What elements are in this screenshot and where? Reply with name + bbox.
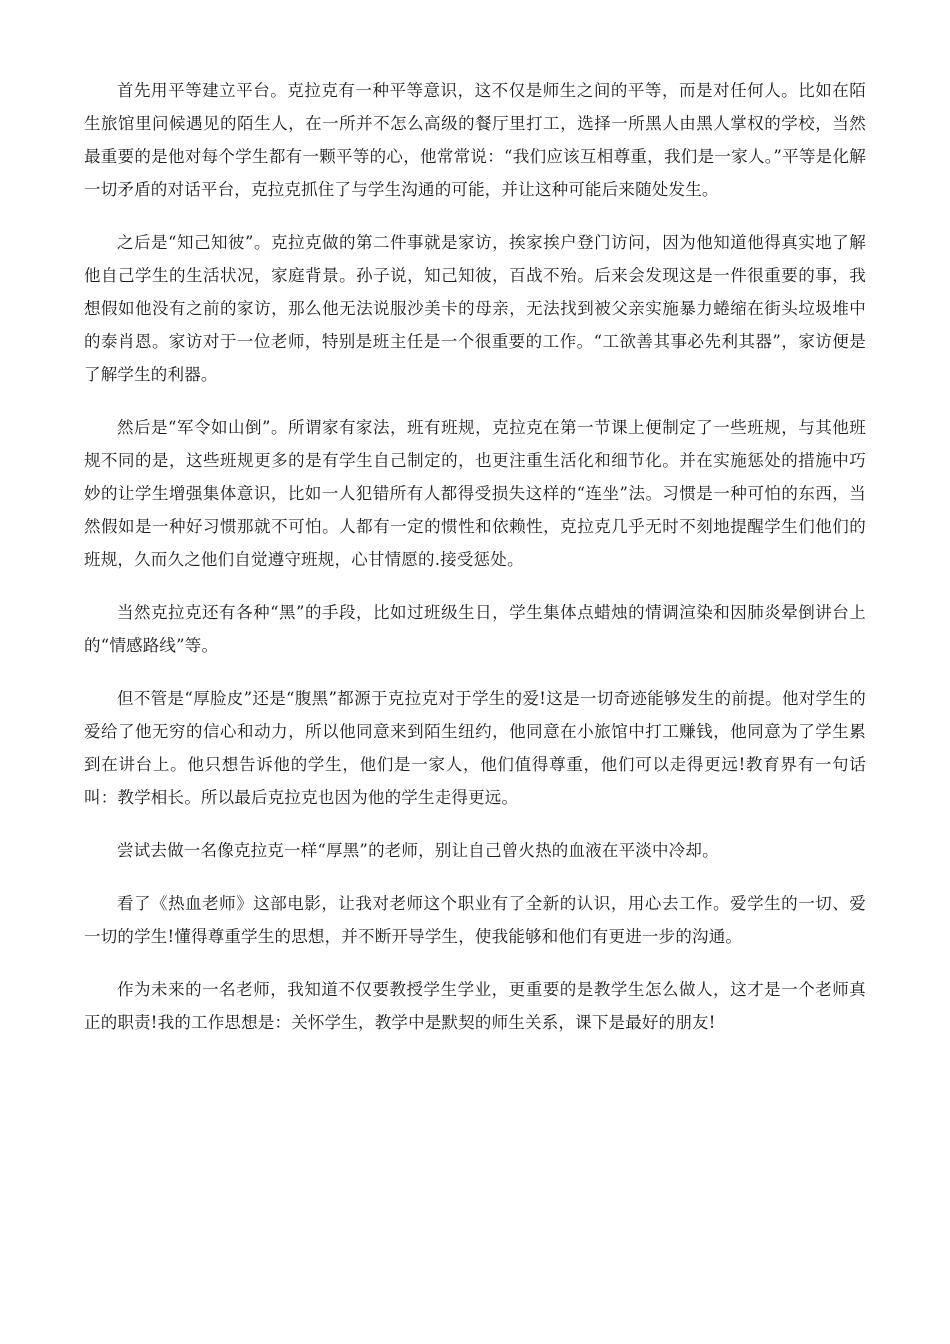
paragraph-love-for-students: 但不管是“厚脸皮”还是“腹黑”都源于克拉克对于学生的爱!这是一切奇迹能够发生的前提。他对学生的爱给了他无穷的信心和动力，所以他同意来到陌生纽约，他同意在小旅馆中打工赚钱，他同意为了学生累到在讲台上。他只想告诉他的学生，他们是一家人，他们值得尊重，他们可以走得更远!教育界有一句话叫：教学相长。所以最后克拉克也因为他的学生走得更远。 (84, 689, 866, 807)
paragraph-equality-platform: 首先用平等建立平台。克拉克有一种平等意识，这不仅是师生之间的平等，而是对任何人。比如在陌生旅馆里问候遇见的陌生人，在一所并不怎么高级的餐厅里打工，选择一所黑人由黑人掌权的学校，当然最重要的是他对每个学生都有一颗平等的心，他常常说：“我们应该互相尊重，我们是一家人。”平等是化解一切矛盾的对话平台，克拉克抓住了与学生沟通的可能，并让这种可能后来随处发生。 (84, 81, 866, 199)
paragraph-future-teacher: 作为未来的一名老师，我知道不仅要教授学生学业，更重要的是教学生怎么做人，这才是一个老师真正的职责!我的工作思想是：关怀学生，教学中是默契的师生关系，课下是最好的朋友! (84, 980, 866, 1032)
paragraph-class-rules: 然后是“军令如山倒”。所谓家有家法，班有班规，克拉克在第一节课上便制定了一些班规，与其他班规不同的是，这些班规更多的是有学生自己制定的，也更注重生活化和细节化。并在实施惩处的措施中巧妙的让学生增强集体意识，比如一人犯错所有人都得受损失这样的“连坐”法。习惯是一种可怕的东西，当然假如是一种好习惯那就不可怕。人都有一定的惯性和依赖性，克拉克几乎无时不刻地提醒学生们他们的班规，久而久之他们自觉遵守班规，心甘情愿的.接受惩处。 (84, 418, 866, 569)
paragraph-black-methods: 当然克拉克还有各种“黑”的手段，比如过班级生日，学生集体点蜡烛的情调渲染和因肺炎晕倒讲台上的“情感路线”等。 (84, 603, 866, 655)
paragraph-after-movie: 看了《热血老师》这部电影，让我对老师这个职业有了全新的认识，用心去工作。爱学生的一切、爱一切的学生!懂得尊重学生的思想，并不断开导学生，使我能够和他们有更进一步的沟通。 (84, 894, 866, 946)
document-body (84, 74, 866, 1059)
paragraph-try-to-be: 尝试去做一名像克拉克一样“厚黑”的老师，别让自己曾火热的血液在平淡中冷却。 (117, 841, 719, 860)
paragraph-know-yourself: 之后是“知己知彼”。克拉克做的第二件事就是家访，挨家挨户登门访问，因为他知道他得真实地了解他自己学生的生活状况，家庭背景。孙子说，知己知彼，百战不殆。后来会发现这是一件很重要的事，我想假如他没有之前的家访，那么他无法说服沙美卡的母亲，无法找到被父亲实施暴力蜷缩在街头垃圾堆中的泰肖恩。家访对于一位老师，特别是班主任是一个很重要的工作。“工欲善其事必先利其器”，家访便是了解学生的利器。 (84, 233, 866, 384)
